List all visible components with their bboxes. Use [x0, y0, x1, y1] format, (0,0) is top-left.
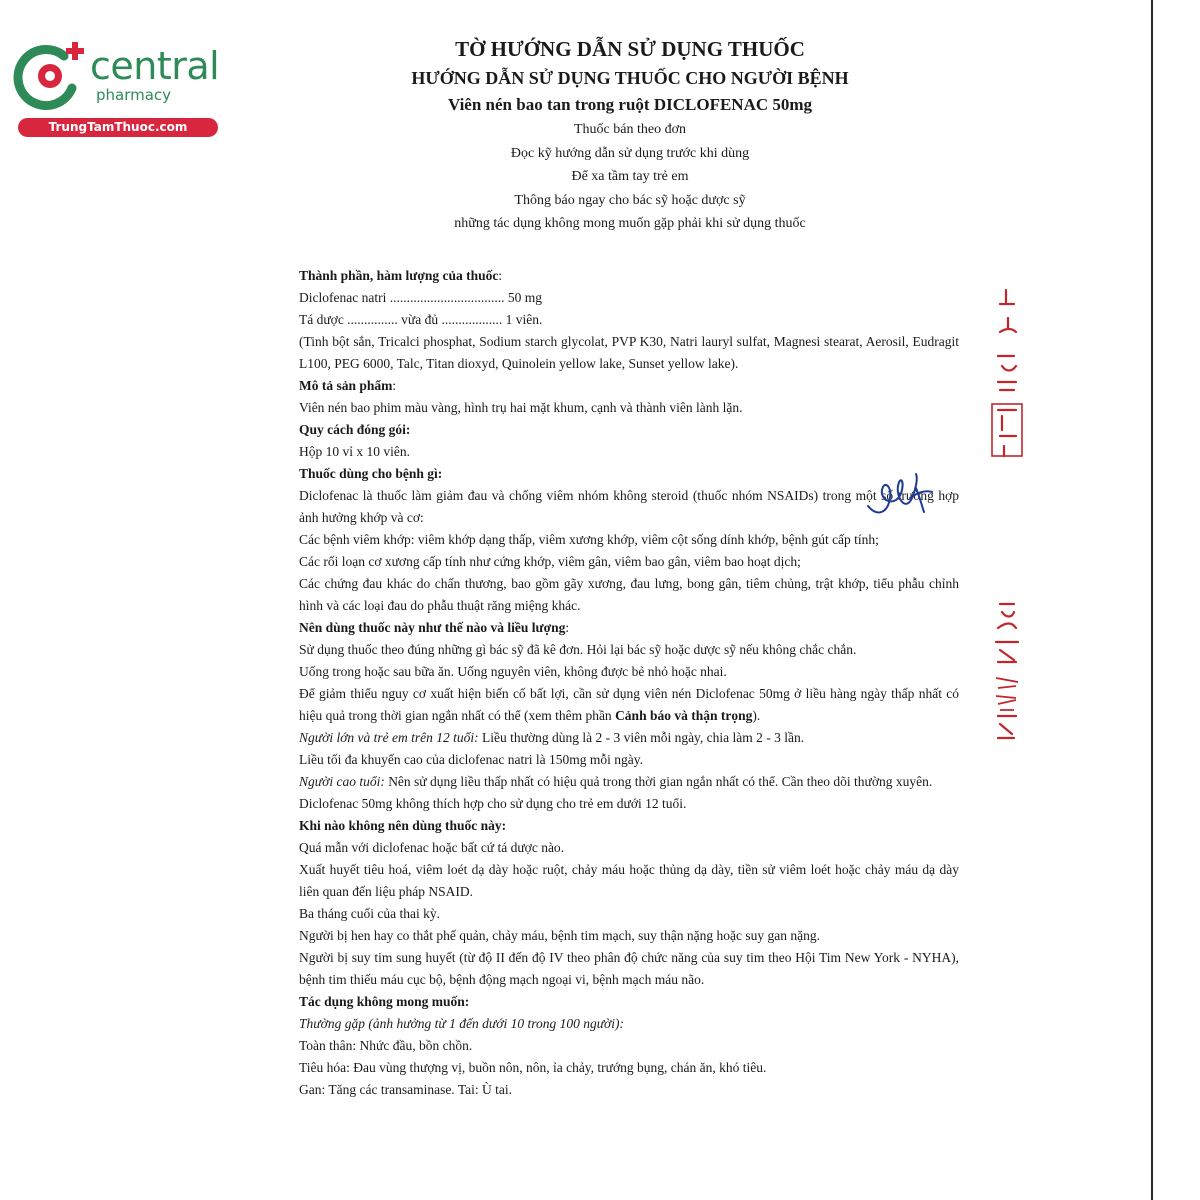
- paragraph: Sử dụng thuốc theo đúng những gì bác sỹ đã kê đơn. Hỏi lại bác sỹ hoặc dược sỹ nếu không chắc chắn.: [299, 642, 857, 657]
- paragraph: Người bị hen hay co thắt phế quản, chảy máu, bệnh tim mạch, suy thận nặng hoặc suy gan nặng.: [299, 928, 820, 943]
- paragraph: Tiêu hóa: Đau vùng thượng vị, buồn nôn, nôn, ỉa chảy, trướng bụng, chán ăn, khó tiêu.: [299, 1060, 767, 1075]
- document-title: TỜ HƯỚNG DẪN SỬ DỤNG THUỐC: [455, 37, 805, 61]
- paragraph: Viên nén bao phim màu vàng, hình trụ hai mặt khum, cạnh và thành viên lành lặn.: [299, 400, 743, 415]
- heading-colon: :: [565, 620, 570, 635]
- paragraph: Người bị suy tim sung huyết (từ độ II đến độ IV theo phân độ chức năng của suy tim theo Hội Tim New York - NYHA), bệnh tim thiếu máu cục bộ, bệnh động mạch ngoại vi, bệnh mạch máu não.: [299, 950, 959, 987]
- cross-reference: Cảnh báo và thận trọng: [615, 708, 753, 723]
- red-stamp-fragment: [990, 286, 1024, 466]
- text-run: Để giảm thiểu nguy cơ xuất hiện biến cố bất lợi, cần sử dụng viên nén Diclofenac 50mg ở liều hàng ngày thấp nhất có hiệu quả trong thời gian ngắn nhất có thể (xem thêm phần: [299, 686, 959, 723]
- paragraph: Ba tháng cuối của thai kỳ.: [299, 906, 440, 921]
- heading-colon: :: [392, 378, 397, 393]
- brand-name: central: [90, 44, 220, 88]
- brand-subtitle: pharmacy: [96, 86, 172, 104]
- section-heading-contraindications: Khi nào không nên dùng thuốc này:: [299, 818, 507, 833]
- warning-line: Để xa tầm tay trẻ em: [571, 169, 689, 184]
- paragraph: Thường gặp (ảnh hưởng từ 1 đến dưới 10 trong 100 người):: [299, 1016, 625, 1031]
- section-heading-dosage: [299, 617, 959, 639]
- italic-label: Người lớn và trẻ em trên 12 tuổi:: [299, 730, 479, 745]
- paragraph: Toàn thân: Nhức đầu, bồn chồn.: [299, 1038, 473, 1053]
- paragraph: Quá mẫn với diclofenac hoặc bất cứ tá dược nào.: [299, 840, 565, 855]
- paragraph: Các rối loạn cơ xương cấp tính như cứng khớp, viêm gân, viêm bao gân, viêm bao hoạt dịch;: [299, 554, 801, 569]
- heading-text: Nên dùng thuốc này như thế nào và liều lượng: [299, 620, 566, 635]
- document-header: [400, 34, 860, 236]
- paragraph: (Tinh bột sắn, Tricalci phosphat, Sodium starch glycolat, PVP K30, Natri lauryl sulfat, Magnesi stearat, Aerosil, Eudragit L100, PEG 6000, Talc, Titan dioxyd, Quinolein yellow lake, Sunset yellow lake).: [299, 334, 959, 371]
- section-heading-description: [299, 375, 959, 397]
- warning-line: những tác dụng không mong muốn gặp phải khi sử dụng thuốc: [454, 216, 806, 231]
- paragraph: Hộp 10 vỉ x 10 viên.: [299, 444, 410, 459]
- warning-line: Thông báo ngay cho bác sỹ hoặc dược sỹ: [514, 192, 746, 208]
- warning-line: Thuốc bán theo đơn: [574, 122, 686, 137]
- paragraph: [299, 771, 959, 793]
- paragraph: Uống trong hoặc sau bữa ăn. Uống nguyên viên, không được bẻ nhỏ hoặc nhai.: [299, 664, 727, 679]
- paragraph: Các chứng đau khác do chấn thương, bao gồm gãy xương, đau lưng, bong gân, tiêm chủng, trật khớp, tiểu phẫu chỉnh hình và các loại đau do phẫu thuật răng miệng khác.: [299, 576, 959, 613]
- paragraph: Tá dược ............... vừa đủ .................. 1 viên.: [299, 312, 543, 327]
- section-heading-packaging: Quy cách đóng gói:: [299, 422, 411, 437]
- text-run: Nên sử dụng liều thấp nhất có hiệu quả trong thời gian ngắn nhất có thể. Cần theo dõi thường xuyên.: [384, 774, 933, 789]
- paragraph: Các bệnh viêm khớp: viêm khớp dạng thấp, viêm xương khớp, viêm cột sống dính khớp, bệnh gút cấp tính;: [299, 532, 879, 547]
- italic-label: Người cao tuổi:: [299, 774, 385, 789]
- paragraph: Gan: Tăng các transaminase. Tai: Ù tai.: [299, 1082, 512, 1097]
- paragraph: Diclofenac 50mg không thích hợp cho sử dụng cho trẻ em dưới 12 tuổi.: [299, 796, 687, 811]
- handwritten-signature: [860, 468, 940, 528]
- paragraph: Xuất huyết tiêu hoá, viêm loét dạ dày hoặc ruột, chảy máu hoặc thủng dạ dày, tiền sử viêm loét hoặc chảy máu dạ dày liên quan đến liệu pháp NSAID.: [299, 862, 959, 899]
- central-pharmacy-logo[interactable]: [8, 30, 218, 140]
- paragraph: [299, 683, 959, 727]
- text-run: ).: [752, 708, 761, 723]
- document-subtitle: HƯỚNG DẪN SỬ DỤNG THUỐC CHO NGƯỜI BỆNH: [411, 68, 849, 88]
- red-stamp-fragment: [990, 598, 1024, 748]
- section-heading-indications: Thuốc dùng cho bệnh gì:: [299, 466, 443, 481]
- brand-url-badge[interactable]: TrungTamThuoc.com: [18, 118, 218, 137]
- product-name: Viên nén bao tan trong ruột DICLOFENAC 50mg: [447, 95, 813, 114]
- paragraph: Diclofenac là thuốc làm giảm đau và chống viêm nhóm không steroid (thuốc nhóm NSAIDs) trong một số trường hợp ảnh hưởng khớp và cơ:: [299, 488, 959, 525]
- text-run: Liều thường dùng là 2 - 3 viên mỗi ngày, chia làm 2 - 3 lần.: [478, 730, 805, 745]
- paragraph: [299, 727, 959, 749]
- section-heading-composition: [299, 265, 959, 287]
- heading-text: Mô tả sản phẩm: [299, 378, 393, 393]
- warning-line: Đọc kỹ hướng dẫn sử dụng trước khi dùng: [510, 145, 750, 161]
- leaflet-body: [299, 265, 959, 1101]
- pharmacy-cross-icon: [12, 38, 88, 114]
- paragraph: Diclofenac natri .................................. 50 mg: [299, 290, 542, 305]
- heading-colon: :: [498, 268, 503, 283]
- heading-text: Thành phần, hàm lượng của thuốc: [299, 268, 499, 283]
- paragraph: Liều tối đa khuyến cao của diclofenac natri là 150mg mỗi ngày.: [299, 752, 644, 767]
- page-edge-line: [1151, 0, 1153, 1200]
- section-heading-side-effects: Tác dụng không mong muốn:: [299, 994, 470, 1009]
